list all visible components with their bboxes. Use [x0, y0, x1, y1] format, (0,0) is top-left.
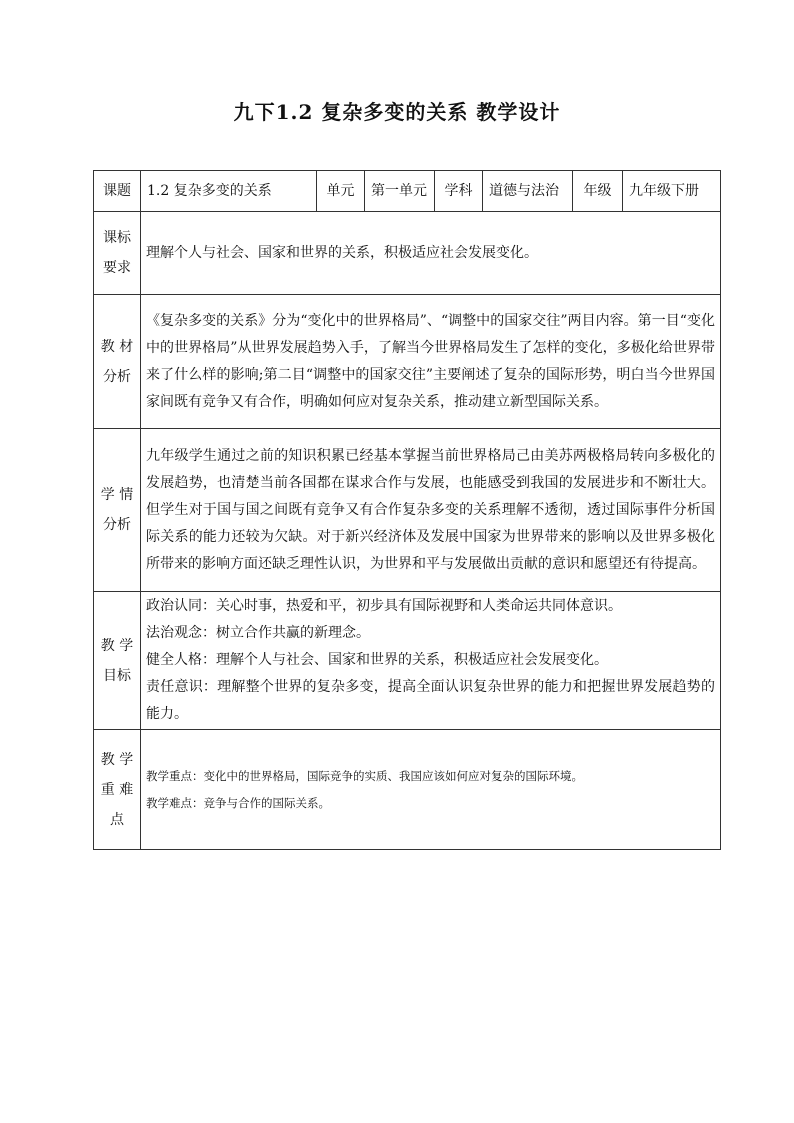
students-row: [94, 429, 721, 592]
topic-label: 课题: [94, 171, 141, 212]
textbook-label: 教 材 分析: [94, 295, 141, 429]
keypoint-item: 教学重点：变化中的世界格局，国际竞争的实质、我国应该如何应对复杂的国际环境。: [146, 768, 583, 783]
goals-row: [94, 592, 721, 730]
goal-item: 法治观念：树立合作共赢的新理念。: [146, 625, 370, 641]
keypoints-row: [94, 730, 721, 850]
keypoints-list: [141, 730, 721, 850]
keypoints-label: 教 学 重 难 点: [94, 730, 141, 850]
students-analysis-text: 九年级学生通过之前的知识积累已经基本掌握当前世界格局己由美苏两极格局转向多极化的发展趋势，也清楚当前各国都在谋求合作与发展，也能感受到我国的发展进步和不断壮大。但学生对于国与国之间既有竞争又有合作复杂多变的关系理解不透彻，透过国际事件分析国际关系的能力还较为欠缺。对于新兴经济体及发展中国家为世界带来的影响以及世界多极化所带来的影响方面还缺乏理性认识，为世界和平与发展做出贡献的意识和愿望还有待提高。: [141, 429, 721, 592]
keypoint-item: 教学难点：竞争与合作的国际关系。: [146, 795, 330, 810]
unit-label: 单元: [317, 171, 365, 212]
goal-item: 责任意识：理解整个世界的复杂多变，提高全面认识复杂世界的能力和把握世界发展趋势的能力。: [146, 679, 715, 722]
goal-item: 政治认同：关心时事，热爱和平，初步具有国际视野和人类命运共同体意识。: [146, 598, 622, 614]
standard-label: 课标 要求: [94, 212, 141, 295]
topic-value: 1.2 复杂多变的关系: [141, 171, 317, 212]
students-label: 学 情 分析: [94, 429, 141, 592]
standard-row: [94, 212, 721, 295]
goals-label: 教 学 目标: [94, 592, 141, 730]
header-row: [94, 171, 721, 212]
page-title: 九下1.2 复杂多变的关系 教学设计: [233, 100, 561, 124]
textbook-row: [94, 295, 721, 429]
goal-item: 健全人格：理解个人与社会、国家和世界的关系，积极适应社会发展变化。: [146, 652, 608, 668]
lesson-plan-table: [93, 170, 721, 850]
textbook-analysis-text: 《复杂多变的关系》分为“变化中的世界格局”、“调整中的国家交往”两目内容。第一目“变化中的世界格局”从世界发展趋势入手，了解当今世界格局发生了怎样的变化，多极化给世界带来了什么样的影响;第二目“调整中的国家交往”主要阐述了复杂的国际形势，明白当今世界国家间既有竞争又有合作，明确如何应对复杂关系，推动建立新型国际关系。: [141, 295, 721, 429]
standard-text: 理解个人与社会、国家和世界的关系，积极适应社会发展变化。: [141, 212, 721, 295]
goals-list: [141, 592, 721, 730]
subject-value: 道德与法治: [483, 171, 573, 212]
subject-label: 学科: [435, 171, 483, 212]
grade-label: 年级: [573, 171, 623, 212]
unit-value: 第一单元: [365, 171, 435, 212]
grade-value: 九年级下册: [623, 171, 721, 212]
